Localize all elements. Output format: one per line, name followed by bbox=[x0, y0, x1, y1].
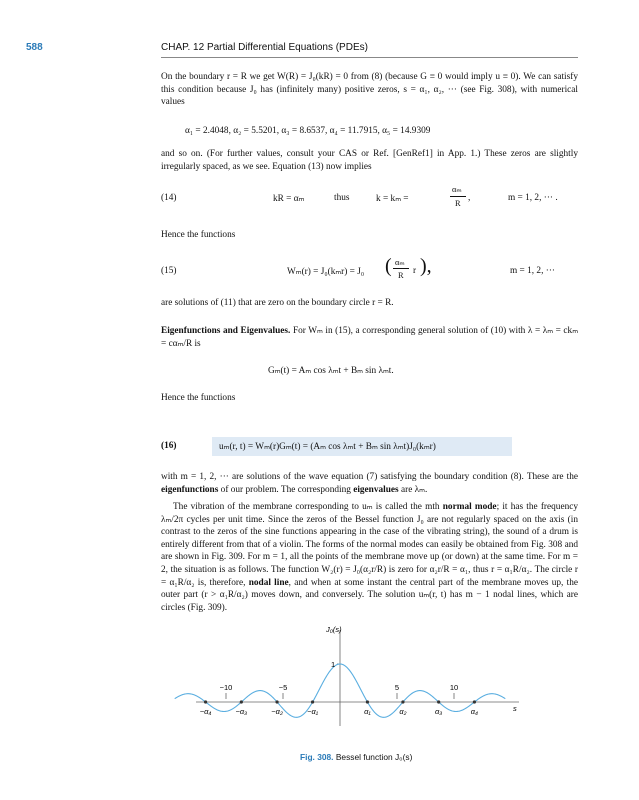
equation-15-fraction-bar bbox=[393, 268, 409, 269]
equation-14-lhs: kR = αₘ bbox=[273, 194, 305, 204]
x-tick-label: 10 bbox=[449, 683, 459, 692]
equation-14-label: (14) bbox=[161, 193, 177, 203]
equation-15-label: (15) bbox=[161, 266, 177, 276]
zero-point bbox=[473, 700, 476, 703]
zero-point bbox=[366, 700, 369, 703]
x-tick-label: −10 bbox=[219, 683, 233, 692]
x-tick-label: −5 bbox=[278, 683, 288, 692]
equation-16-label: (16) bbox=[161, 441, 177, 451]
normal-mode-text-c: ; it has the frequency λₘ/2π cycles per unit time. Since the zeros of the Bessel function J₀ are not regularly spaced on the axis (in contrast to the zeros of the sine functions appearing in the case of the vibrating string), the sound of a drum is entirely different from that of a violin. The forms of the normal modes can easily be obtained from Fig. 308 and are shown in Fig. 309. For m = 1, all the points of the membrane move up (or down) at the same time. For m = 2, the situation is as follows. The function W₂(r) = J₀(α₂r/R) is zero for α₂r/R = α₁, thus r = α₁R/α₂. The circle r = α₁R/α₂ is, therefore, bbox=[161, 502, 578, 588]
normal-mode-term: normal mode bbox=[442, 502, 497, 512]
eigenfunctions-text-a: with m = 1, 2, ··· are solutions of the wave equation (7) satisfying the boundary condition (8). These are the bbox=[161, 472, 578, 482]
equation-15-numerator: αₘ bbox=[395, 258, 405, 267]
header-rule bbox=[161, 57, 578, 58]
zero-label: α₁ bbox=[364, 707, 371, 716]
normal-mode-text-e: , and when at some instant the central part of the membrane moves up, the outer part (r > α₁R/α₂) moves down, and conversely. The solution uₘ(r, t) has m − 1 nodal lines, which are circles (Fig. 309). bbox=[161, 577, 578, 613]
paragraph-normal-mode bbox=[161, 501, 578, 614]
paragraph-eigen bbox=[161, 325, 578, 350]
equation-14-comma: , bbox=[468, 193, 471, 203]
x-axis-label: s bbox=[513, 704, 517, 713]
zero-label: −α₁ bbox=[307, 707, 319, 716]
x-tick-label: 5 bbox=[394, 683, 400, 692]
equation-14-denominator: R bbox=[455, 199, 461, 208]
bessel-figure bbox=[0, 622, 639, 762]
eigen-text: For Wₘ in (15), a corresponding general solution of (10) with λ = λₘ = ckₘ = cαₘ/R is bbox=[161, 326, 578, 349]
chapter-title: CHAP. 12 Partial Differential Equations (PDEs) bbox=[161, 42, 368, 53]
eigenfunctions-term: eigenfunctions bbox=[161, 484, 219, 495]
zero-point bbox=[204, 700, 207, 703]
zero-label: α₃ bbox=[435, 707, 443, 716]
equation-14-mid: k = kₘ = bbox=[376, 194, 409, 204]
y-tick-label: 1 bbox=[331, 660, 336, 669]
eigen-heading: Eigenfunctions and Eigenvalues. bbox=[161, 326, 291, 336]
paragraph-eigenfunctions bbox=[161, 471, 578, 496]
equation-15-denominator: R bbox=[398, 271, 404, 280]
equation-14-fraction-bar bbox=[450, 196, 466, 197]
figure-caption-label: Fig. 308. bbox=[300, 752, 334, 762]
zero-label: −α₄ bbox=[199, 707, 212, 716]
equation-16-expr: uₘ(r, t) = Wₘ(r)Gₘ(t) = (Aₘ cos λₘt + Bₘ sin λₘt)J₀(kₘr) bbox=[219, 442, 436, 452]
zero-point bbox=[401, 700, 404, 703]
equation-14-range: m = 1, 2, ··· . bbox=[508, 193, 558, 203]
zero-label: α₂ bbox=[399, 707, 407, 716]
hence-text-2: Hence the functions bbox=[161, 393, 236, 403]
zero-point bbox=[311, 700, 314, 703]
zero-label: α₄ bbox=[470, 707, 479, 716]
nodal-line-term: nodal line bbox=[248, 577, 289, 588]
paragraph-boundary: On the boundary r = R we get W(R) = J₀(kR) = 0 from (8) (because G ≡ 0 would imply u ≡ 0). We can satisfy this condition because J₀ has (infinitely many) positive zeros, s = α₁, α₂, ··· (see Fig. 308), with numerical values bbox=[161, 72, 578, 108]
page-header bbox=[0, 42, 639, 58]
zero-label: −α₂ bbox=[271, 707, 283, 716]
zero-point bbox=[275, 700, 278, 703]
normal-mode-text-a: The vibration of the membrane corresponding to uₘ is called the mth bbox=[173, 502, 443, 512]
zero-labels bbox=[200, 700, 478, 716]
equation-15-close-paren: ), bbox=[420, 255, 432, 277]
eigenfunctions-text-c: of our problem. The corresponding bbox=[218, 484, 354, 495]
equation-15-tail: r bbox=[413, 266, 417, 276]
zero-point bbox=[240, 700, 243, 703]
hence-text-1: Hence the functions bbox=[161, 230, 236, 240]
paragraph-zero-on-boundary: are solutions of (11) that are zero on the boundary circle r = R. bbox=[161, 298, 394, 308]
figure-caption-text: Bessel function J₀(s) bbox=[335, 752, 413, 762]
y-axis-label: J₀(s) bbox=[326, 625, 342, 634]
equation-G: Gₘ(t) = Aₘ cos λₘt + Bₘ sin λₘt. bbox=[268, 366, 394, 376]
equation-14-thus: thus bbox=[334, 193, 350, 203]
zero-label: −α₃ bbox=[235, 707, 248, 716]
zeros-values: α₁ = 2.4048, α₂ = 5.5201, α₃ = 8.6537, α₄ = 11.7915, α₅ = 14.9309 bbox=[185, 126, 431, 136]
figure-caption bbox=[300, 752, 412, 762]
page-number: 588 bbox=[26, 42, 43, 53]
paragraph-further-values: and so on. (For further values, consult your CAS or Ref. [GenRef1] in App. 1.) These zeros are slightly irregularly spaced, as we see. Equation (13) now implies bbox=[161, 149, 578, 172]
eigenfunctions-text-e: are λₘ. bbox=[398, 484, 428, 495]
equation-15-range: m = 1, 2, ··· bbox=[510, 266, 556, 276]
equation-14-numerator: αₘ bbox=[452, 185, 462, 194]
eigenvalues-term: eigenvalues bbox=[353, 484, 399, 495]
zero-point bbox=[437, 700, 440, 703]
equation-15-lhs: Wₘ(r) = J₀(kₘr) = J₀ bbox=[287, 267, 365, 277]
equation-15-open-paren: ( bbox=[385, 255, 392, 277]
